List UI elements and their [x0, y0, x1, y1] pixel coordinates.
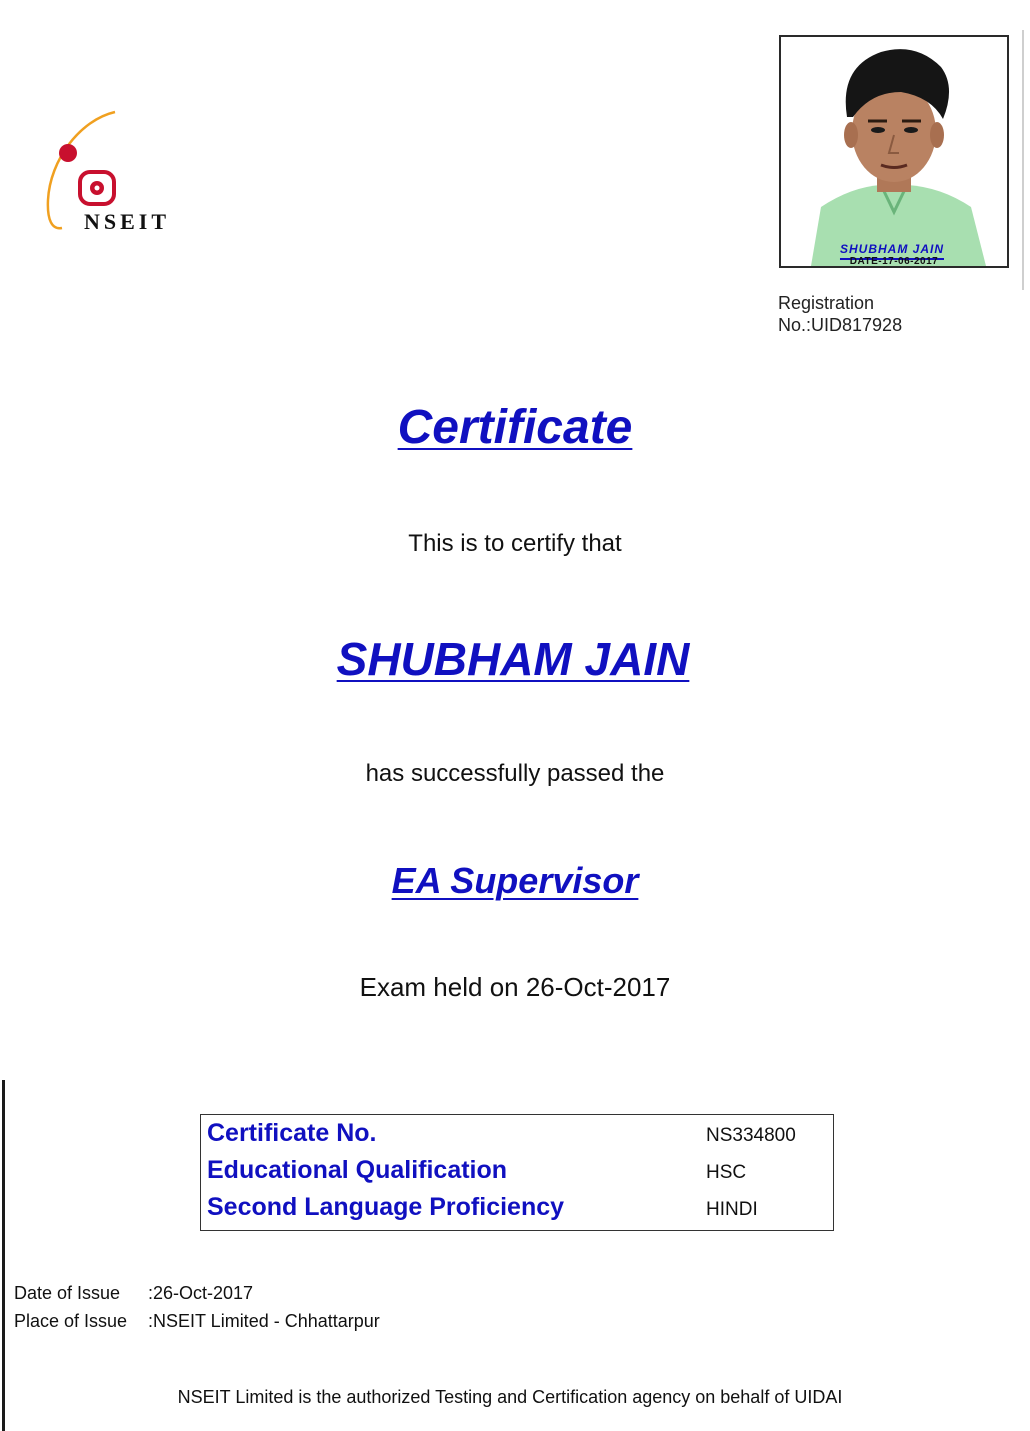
place-of-issue-value: :NSEIT Limited - Chhattarpur — [148, 1311, 380, 1331]
detail-value: HSC — [706, 1162, 747, 1183]
place-of-issue-label: Place of Issue — [14, 1311, 128, 1331]
page-edge-left — [2, 1080, 5, 1431]
detail-row-language — [201, 1189, 833, 1225]
detail-label: Educational Qualification — [207, 1156, 508, 1184]
detail-label: Second Language Proficiency — [207, 1193, 565, 1221]
detail-row-qualification — [201, 1152, 833, 1188]
registration-value: No.:UID817928 — [778, 315, 903, 335]
nseit-logo — [40, 100, 200, 240]
candidate-photo — [779, 35, 1009, 268]
exam-held-date: Exam held on 26-Oct-2017 — [359, 972, 671, 1002]
date-of-issue-value: :26-Oct-2017 — [148, 1283, 254, 1303]
date-of-issue-label: Date of Issue — [14, 1283, 121, 1303]
photo-caption-date: DATE-17-06-2017 — [849, 256, 939, 267]
footer-statement: NSEIT Limited is the authorized Testing and Certification agency on behalf of UIDAI — [177, 1387, 843, 1407]
candidate-name: SHUBHAM JAIN — [336, 633, 690, 685]
detail-value: HINDI — [706, 1199, 758, 1220]
detail-label: Certificate No. — [207, 1119, 377, 1147]
date-of-issue — [14, 1283, 253, 1304]
passed-text: has successfully passed the — [365, 760, 665, 787]
logo-emblem-center — [95, 186, 100, 191]
logo-red-dot — [59, 144, 77, 162]
certify-intro-text: This is to certify that — [408, 530, 622, 557]
exam-name: EA Supervisor — [391, 860, 639, 901]
photo-caption-name: SHUBHAM JAIN — [839, 242, 944, 256]
candidate-photo-image — [781, 37, 1007, 266]
certificate-title: Certificate — [397, 401, 633, 454]
registration-label: Registration — [778, 293, 875, 313]
registration-number — [778, 292, 902, 336]
certificate-details-box — [200, 1114, 834, 1231]
place-of-issue — [14, 1311, 380, 1332]
page-edge-right — [1022, 30, 1024, 290]
detail-row-certificate-no — [201, 1115, 833, 1151]
detail-value: NS334800 — [706, 1125, 796, 1146]
logo-wordmark: NSEIT — [84, 209, 171, 234]
